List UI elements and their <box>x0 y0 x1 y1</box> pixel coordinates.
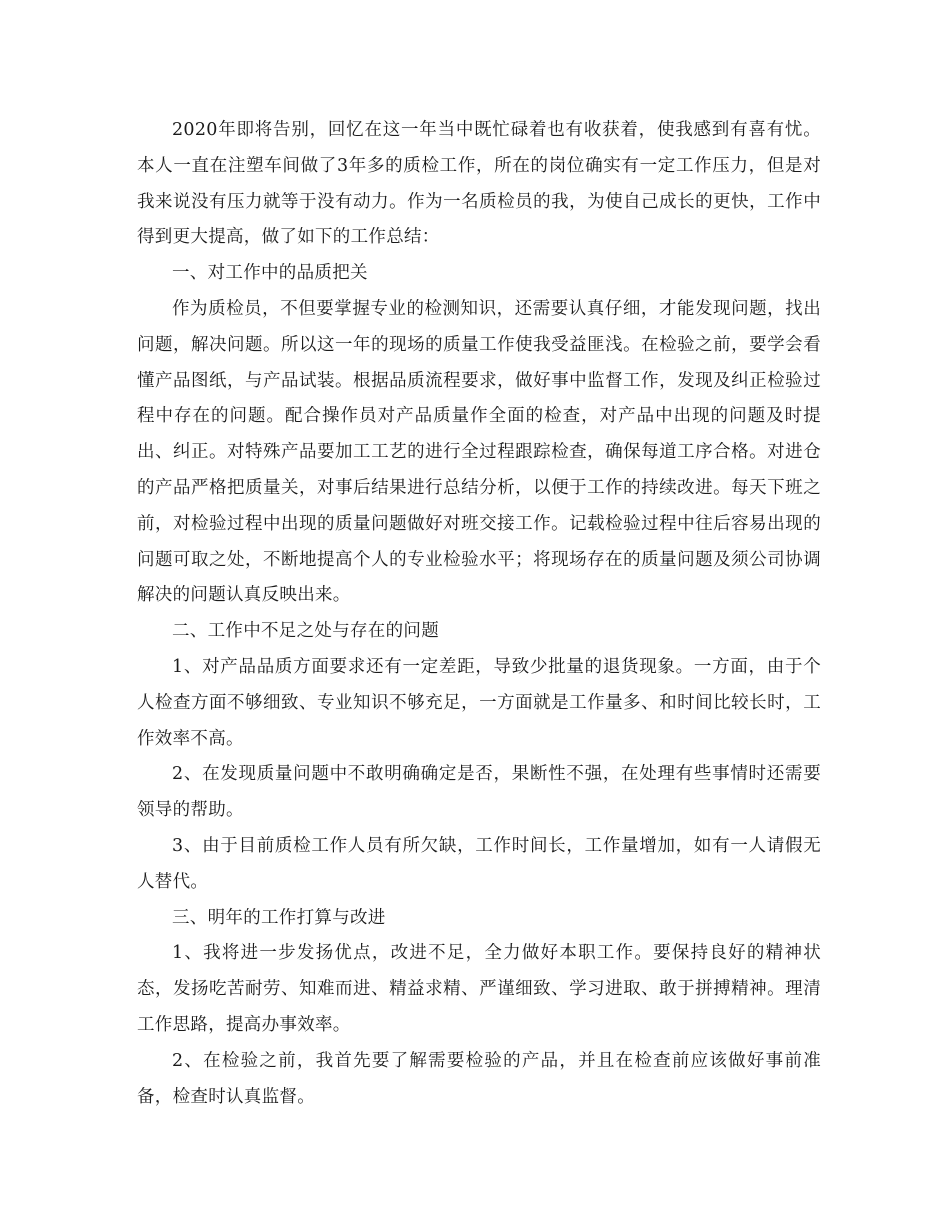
shortcoming-item-3: 3、由于目前质检工作人员有所欠缺，工作时间长，工作量增加，如有一人请假无人替代。 <box>137 835 821 892</box>
plan-item-2: 2、在检验之前，我首先要了解需要检验的产品，并且在检查前应该做好事前准备，检查时认真监督。 <box>137 1050 821 1107</box>
shortcoming-item-2: 2、在发现质量问题中不敢明确确定是否，果断性不强，在处理有些事情时还需要领导的帮助。 <box>137 764 821 821</box>
quality-control-paragraph: 作为质检员，不但要掌握专业的检测知识，还需要认真仔细，才能发现问题，找出问题，解决问题。所以这一年的现场的质量工作使我受益匪浅。在检验之前，要学会看懂产品图纸，与产品试装。根据品质流程要求，做好事中监督工作，发现及纠正检验过程中存在的问题。配合操作员对产品质量作全面的检查，对产品中出现的问题及时提出、纠正。对特殊产品要加工工艺的进行全过程跟踪检查，确保每道工序合格。对进仓的产品严格把质量关，对事后结果进行总结分析，以便于工作的持续改进。每天下班之前，对检验过程中出现的质量问题做好对班交接工作。记载检验过程中往后容易出现的问题可取之处，不断地提高个人的专业检验水平；将现场存在的质量问题及须公司协调解决的问题认真反映出来。 <box>137 298 821 606</box>
intro-paragraph: 2020年即将告别，回忆在这一年当中既忙碌着也有收获着，使我感到有喜有忧。本人一直在注塑车间做了3年多的质检工作，所在的岗位确实有一定工作压力，但是对我来说没有压力就等于没有动力。作为一名质检员的我，为使自己成长的更快，工作中得到更大提高，做了如下的工作总结： <box>137 120 821 248</box>
plan-item-1: 1、我将进一步发扬优点，改进不足，全力做好本职工作。要保持良好的精神状态，发扬吃苦耐劳、知难而进、精益求精、严谨细致、学习进取、敢于拼搏精神。理清工作思路，提高办事效率。 <box>137 943 821 1035</box>
document-body <box>137 113 821 1115</box>
shortcoming-item-1: 1、对产品品质方面要求还有一定差距，导致少批量的退货现象。一方面，由于个人检查方面不够细致、专业知识不够充足，一方面就是工作量多、和时间比较长时，工作效率不高。 <box>137 656 821 749</box>
section-heading-next-year-plan: 三、明年的工作打算与改进 <box>172 907 386 928</box>
section-heading-shortcomings: 二、工作中不足之处与存在的问题 <box>172 621 439 642</box>
section-heading-quality-control: 一、对工作中的品质把关 <box>172 263 368 284</box>
